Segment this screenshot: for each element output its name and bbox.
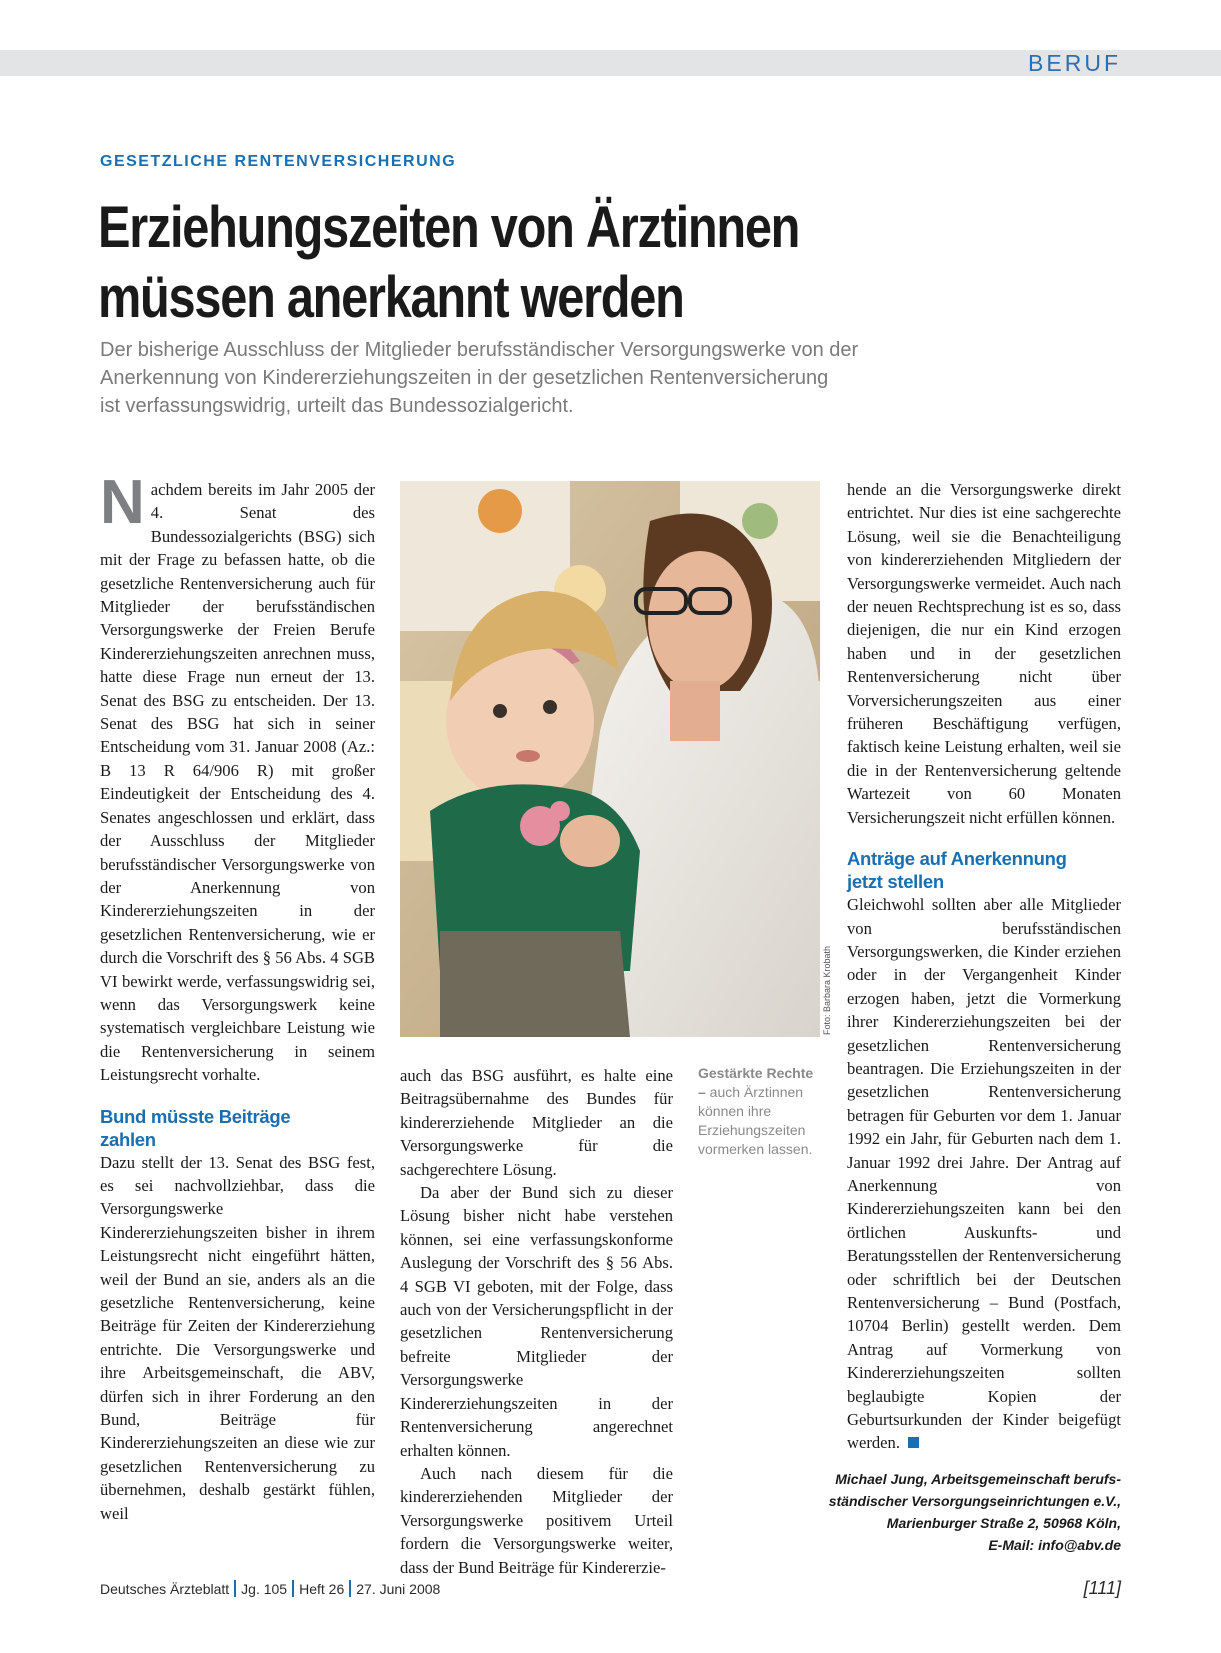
end-mark-icon xyxy=(908,1437,919,1448)
caption-text: auch Ärztinnen können ihre Erziehungszeiten vormerken lassen. xyxy=(698,1084,813,1157)
photo-mother-child-image xyxy=(400,481,820,1037)
paragraph: Dazu stellt der 13. Senat des BSG fest, es sei nachvollziehbar, dass die Versorgungswerke Kindererziehungszeiten bisher in ihrem Leistungsrecht nicht eingeführt hätten, weil der Bund an sie, anders als an die gesetzliche Rentenversicherung, keine Beiträge für Zeiten der Kindererziehung entrichte. Die Versorgungswerke und ihre Arbeitsgemeinschaft, die ABV, dürfen sich in ihrer Forderung an den Bund, Beiträge für Kindererziehungszeiten an diese wie zur gesetzlichen Rentenversicherung zu übernehmen, deshalb gestärkt fühlen, weil xyxy=(100,1152,375,1523)
article-lead xyxy=(100,336,1000,420)
author-line: Michael Jung, Arbeitsgemeinschaft berufs- xyxy=(835,1471,1121,1487)
paragraph: Da aber der Bund sich zu dieser Lösung bisher nicht habe verstehen können, sei eine verfassungskonforme Auslegung der Vorschrift des § 56 Abs. 4 SGB VI geboten, mit der Folge, dass auch von der Versicherungspflicht in der gesetzlichen Rentenversicherung befreite Mitglieder der Versorgungswerke Kindererziehungszeiten in der Rentenversicherung angerechnet erhalten können. xyxy=(400,1183,673,1460)
paragraph: auch das BSG ausführt, es halte eine Beitragsübernahme des Bundes für kindererziehende Mitglieder an die Versorgungswerke für die sachgerechtere Lösung. xyxy=(400,1066,673,1179)
paragraph: hende an die Versorgungswerke direkt entrichtet. Nur dies ist eine sachgerechte Lösung, weil sie die Benachteiligung von kindererziehenden Mitgliedern der Versorgungswerke vermeidet. Auch nach der neuen Rechtsprechung ist es so, dass diejenigen, die nur ein Kind erzogen haben und in der gesetzlichen Rentenversicherung nicht über Vorversicherungszeiten aus einer früheren Beschäftigung verfügen, faktisch keine Leistung erhalten, weil sie die in der Rentenversicherung geltende Wartezeit von 60 Monaten Versicherungszeit nicht erfüllen können. xyxy=(847,480,1121,827)
paragraph-text: achdem bereits im Jahr 2005 der 4. Senat des Bundessozialgerichts (BSG) sich mit der Frage zu befassen hatte, ob die gesetzliche Rentenversicherung auch für Mitglieder der berufsständischen Versorgungswerke der Freien Berufe Kindererziehungszeiten anrechnen muss, hatte diese Frage nun erneut der 13. Senat des BSG zu entscheiden. Der 13. Senat des BSG hat sich in seiner Entscheidung vom 31. Januar 2008 (Az.: B 13 R 64/906 R) mit großer Eindeutigkeit der Entscheidung des 4. Senates angeschlossen und erklärt, dass der Ausschluss der Mitglieder berufsständischer Versorgungswerke von der Anerkennung von Kindererziehungszeiten in der gesetzlichen Rentenversicherung, wie er durch die Vorschrift des § 56 Abs. 4 SGB VI bewirkt werde, verfassungswidrig sei, wenn das Versorgungswerk keine systematisch vergleichbare Leistung wie die Rentenversicherung in seinem Leistungsrecht vorhalte. xyxy=(100,480,375,1085)
footer-divider xyxy=(349,1580,351,1597)
journal-date: 27. Juni 2008 xyxy=(356,1581,441,1597)
paragraph xyxy=(100,468,375,1087)
lead-line-2: Anerkennung von Kindererziehungszeiten in der gesetzlichen Rentenversicherung xyxy=(100,367,829,389)
footer-divider xyxy=(292,1580,294,1597)
journal-issue: Heft 26 xyxy=(299,1581,345,1597)
footer-divider xyxy=(234,1580,236,1597)
caption-title: Gestärkte Rechte xyxy=(698,1065,814,1081)
paragraph xyxy=(847,893,1121,1455)
subheading-line: Anträge auf Anerkennung xyxy=(847,848,1067,870)
headline-line-1: Erziehungszeiten von Ärztinnen xyxy=(98,195,800,260)
article-headline xyxy=(98,193,938,333)
caption-dash: – xyxy=(698,1084,706,1100)
subheading xyxy=(100,1105,375,1151)
lead-line-1: Der bisherige Ausschluss der Mitglieder berufsständischer Versorgungswerke von der xyxy=(100,339,859,361)
subheading-line: Bund müsste Beiträge xyxy=(100,1105,291,1127)
text-column-1 xyxy=(100,468,375,1525)
author-line: Marienburger Straße 2, 50968 Köln, xyxy=(886,1515,1121,1531)
author-line: ständischer Versorgungseinrichtungen e.V., xyxy=(828,1493,1121,1509)
subheading-line: zahlen xyxy=(100,1128,156,1150)
author-info xyxy=(829,1468,1121,1556)
journal-volume: Jg. 105 xyxy=(241,1581,288,1597)
section-label: BERUF xyxy=(1028,50,1121,76)
journal-name: Deutsches Ärzteblatt xyxy=(100,1581,230,1597)
article-photo xyxy=(400,481,820,1037)
photo-credit: Foto: Barbara Krobath xyxy=(822,945,832,1035)
lead-line-3: ist verfassungswidrig, urteilt das Bundessozialgericht. xyxy=(100,395,574,417)
article-kicker: GESETZLICHE RENTENVERSICHERUNG xyxy=(100,153,457,170)
text-column-3 xyxy=(847,478,1121,1455)
subheading xyxy=(847,847,1121,893)
dropcap: N xyxy=(100,468,145,537)
paragraph-text: Gleichwohl sollten aber alle Mitglieder von berufsständischen Versorgungswerken, die Kinder erziehen oder in der Vergangenheit Kinder erzogen haben, jetzt die Vormerkung ihrer Kindererziehungszeiten bei der gesetzlichen Rentenversicherung beantragen. Die Erziehungszeiten in der gesetzlichen Rentenversicherung betragen für Geburten vor dem 1. Januar 1992 ein Jahr, für Geburten nach dem 1. Januar 1992 drei Jahre. Der Antrag auf Anerkennung von Kindererziehungszeiten kann bei den örtlichen Auskunfts- und Beratungsstellen der Rentenversicherung oder schriftlich bei der Deutschen Rentenversicherung – Bund (Postfach, 10704 Berlin) gestellt werden. Dem Antrag auf Vormerkung von Kindererziehungszeiten sollten beglaubigte Kopien der Geburtsurkunden der Kinder beigefügt werden. xyxy=(847,895,1121,1453)
page-number: [111] xyxy=(1083,1578,1121,1598)
author-email: E-Mail: info@abv.de xyxy=(988,1537,1121,1553)
subheading-line: jetzt stellen xyxy=(847,871,944,893)
text-column-2 xyxy=(400,1064,673,1579)
paragraph: Auch nach diesem für die kindererziehenden Mitglieder der Versorgungswerke positivem Urteil fordern die Versorgungswerke weiter, dass der Bund Beiträge für Kindererzie- xyxy=(400,1463,673,1577)
photo-caption xyxy=(698,1064,828,1159)
page-footer xyxy=(100,1580,440,1597)
headline-line-2: müssen anerkannt werden xyxy=(98,265,684,330)
